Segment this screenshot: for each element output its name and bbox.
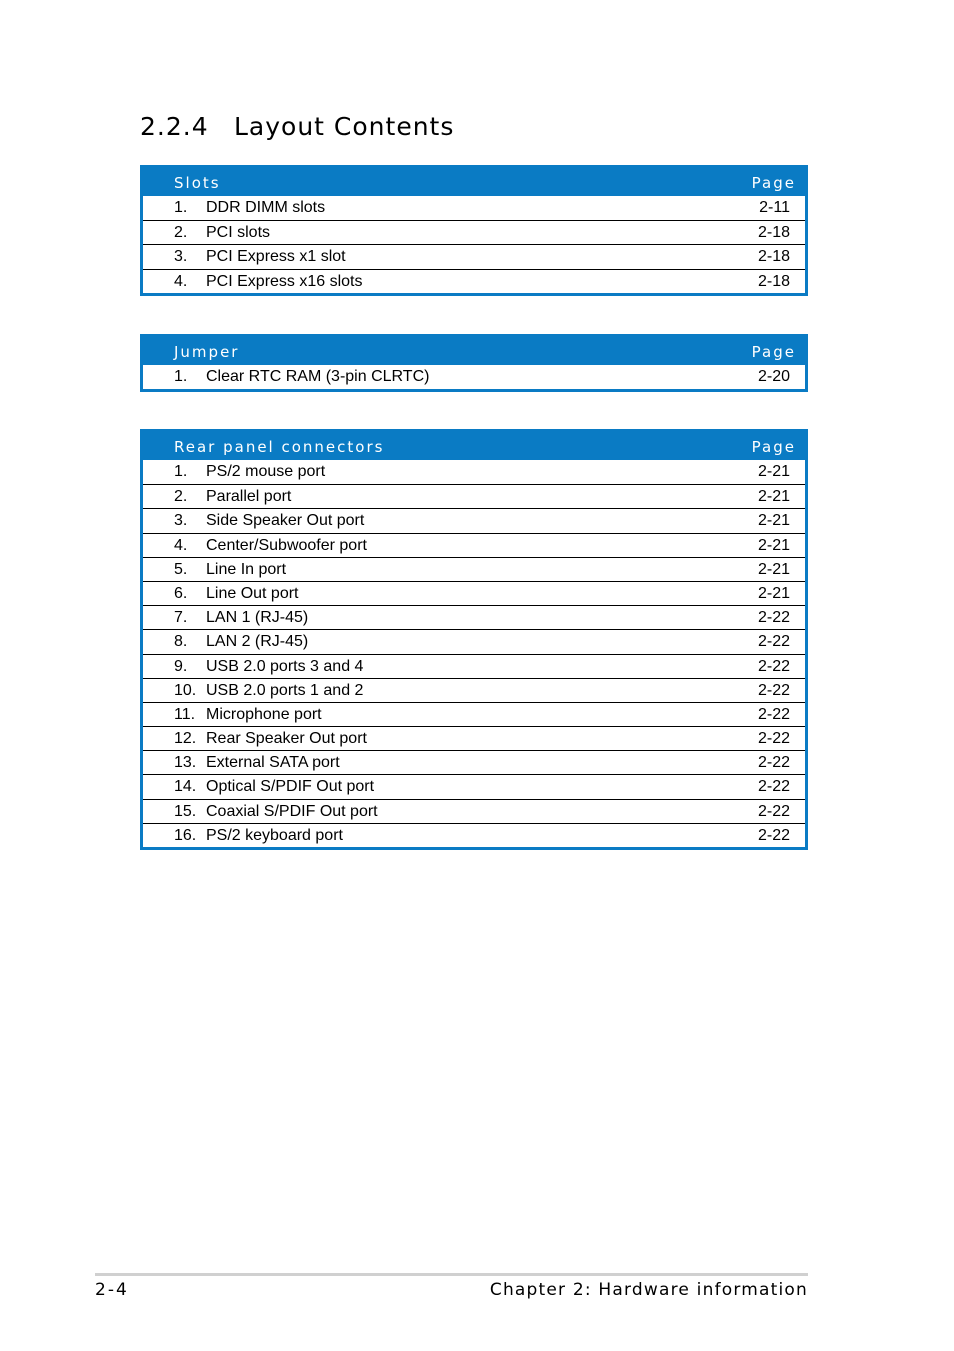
row-page: 2-21 (757, 536, 790, 554)
row-label: Side Speaker Out port (206, 512, 365, 530)
table-row (143, 726, 805, 750)
table-row (143, 244, 805, 268)
slots-table (140, 165, 808, 296)
row-label: PS/2 keyboard port (206, 826, 343, 844)
table-row (143, 196, 805, 220)
row-page: 2-21 (757, 584, 790, 602)
row-label: Optical S/PDIF Out port (206, 778, 375, 796)
table-row (143, 605, 805, 629)
jumper-table (140, 334, 808, 392)
row-page: 2-21 (757, 560, 790, 578)
row-label: Parallel port (206, 488, 292, 506)
footer-rule (95, 1273, 808, 1276)
row-label: Rear Speaker Out port (206, 730, 367, 748)
row-page: 2-22 (757, 681, 790, 699)
rear-header-page: Page (751, 438, 796, 456)
row-label: DDR DIMM slots (206, 199, 326, 216)
table-row (143, 774, 805, 798)
row-label: Line Out port (206, 584, 299, 602)
row-page: 2-22 (757, 802, 790, 820)
jumper-header-page: Page (751, 343, 796, 361)
table-row (143, 678, 805, 702)
slots-rows (143, 196, 805, 293)
row-label: Microphone port (206, 705, 322, 723)
footer-chapter: Chapter 2: Hardware information (489, 1280, 808, 1300)
row-number: 13. (174, 754, 197, 772)
row-number: 16. (174, 826, 197, 844)
row-label: Line In port (206, 560, 287, 578)
row-number: 11. (174, 705, 196, 723)
slots-header-page: Page (751, 174, 796, 192)
table-row (143, 557, 805, 581)
row-label: Coaxial S/PDIF Out port (206, 802, 378, 820)
row-label: PS/2 mouse port (206, 463, 326, 480)
table-row (143, 269, 805, 293)
row-number: 2. (174, 224, 188, 242)
row-number: 1. (174, 368, 188, 385)
table-row (143, 750, 805, 774)
table-row (143, 581, 805, 605)
table-row (143, 823, 805, 847)
table-row (143, 702, 805, 726)
row-number: 9. (174, 657, 188, 675)
row-number: 2. (174, 488, 188, 506)
row-page: 2-21 (757, 512, 790, 530)
row-label: USB 2.0 ports 3 and 4 (206, 657, 364, 675)
row-label: Clear RTC RAM (3-pin CLRTC) (206, 368, 430, 385)
row-page: 2-22 (757, 609, 790, 627)
row-page: 2-11 (759, 199, 790, 216)
table-row (143, 365, 805, 389)
jumper-rows (143, 365, 805, 389)
table-row (143, 220, 805, 244)
row-number: 5. (174, 560, 188, 578)
rear-panel-table (140, 429, 808, 850)
section-heading (140, 112, 454, 141)
row-number: 1. (174, 199, 188, 216)
row-page: 2-18 (757, 224, 790, 242)
table-row (143, 533, 805, 557)
footer-page-number: 2-4 (95, 1280, 129, 1300)
row-label: PCI Express x1 slot (206, 248, 346, 266)
row-page: 2-22 (757, 705, 790, 723)
table-row (143, 460, 805, 484)
row-page: 2-22 (757, 657, 790, 675)
row-page: 2-22 (757, 730, 790, 748)
row-number: 6. (174, 584, 188, 602)
row-label: Center/Subwoofer port (206, 536, 367, 554)
table-row (143, 654, 805, 678)
table-row (143, 508, 805, 532)
rear-rows (143, 460, 805, 847)
rear-header-label: Rear panel connectors (174, 438, 385, 456)
section-title: Layout Contents (234, 112, 455, 141)
row-label: USB 2.0 ports 1 and 2 (206, 681, 364, 699)
row-page: 2-22 (757, 826, 790, 844)
jumper-header-label: Jumper (174, 343, 240, 361)
row-number: 10. (174, 681, 197, 699)
section-number: 2.2.4 (140, 112, 209, 141)
row-page: 2-21 (757, 488, 790, 506)
row-page: 2-20 (757, 368, 790, 385)
row-number: 12. (174, 730, 197, 748)
jumper-table-header (143, 337, 805, 365)
row-label: External SATA port (206, 754, 340, 772)
row-number: 15. (174, 802, 197, 820)
row-page: 2-22 (757, 778, 790, 796)
table-row (143, 629, 805, 653)
row-number: 4. (174, 536, 188, 554)
row-number: 7. (174, 609, 188, 627)
row-page: 2-21 (757, 463, 790, 480)
row-number: 3. (174, 248, 188, 266)
row-number: 3. (174, 512, 188, 530)
table-row (143, 484, 805, 508)
row-label: LAN 1 (RJ-45) (206, 609, 309, 627)
row-number: 8. (174, 633, 188, 651)
row-label: PCI Express x16 slots (206, 272, 363, 290)
row-number: 4. (174, 272, 188, 290)
row-number: 14. (174, 778, 197, 796)
row-number: 1. (174, 463, 188, 480)
slots-table-header (143, 168, 805, 196)
row-page: 2-22 (757, 754, 790, 772)
row-page: 2-22 (757, 633, 790, 651)
rear-table-header (143, 432, 805, 460)
row-label: PCI slots (206, 224, 271, 242)
table-row (143, 799, 805, 823)
row-page: 2-18 (757, 248, 790, 266)
row-label: LAN 2 (RJ-45) (206, 633, 309, 651)
row-page: 2-18 (757, 272, 790, 290)
slots-header-label: Slots (174, 174, 221, 192)
